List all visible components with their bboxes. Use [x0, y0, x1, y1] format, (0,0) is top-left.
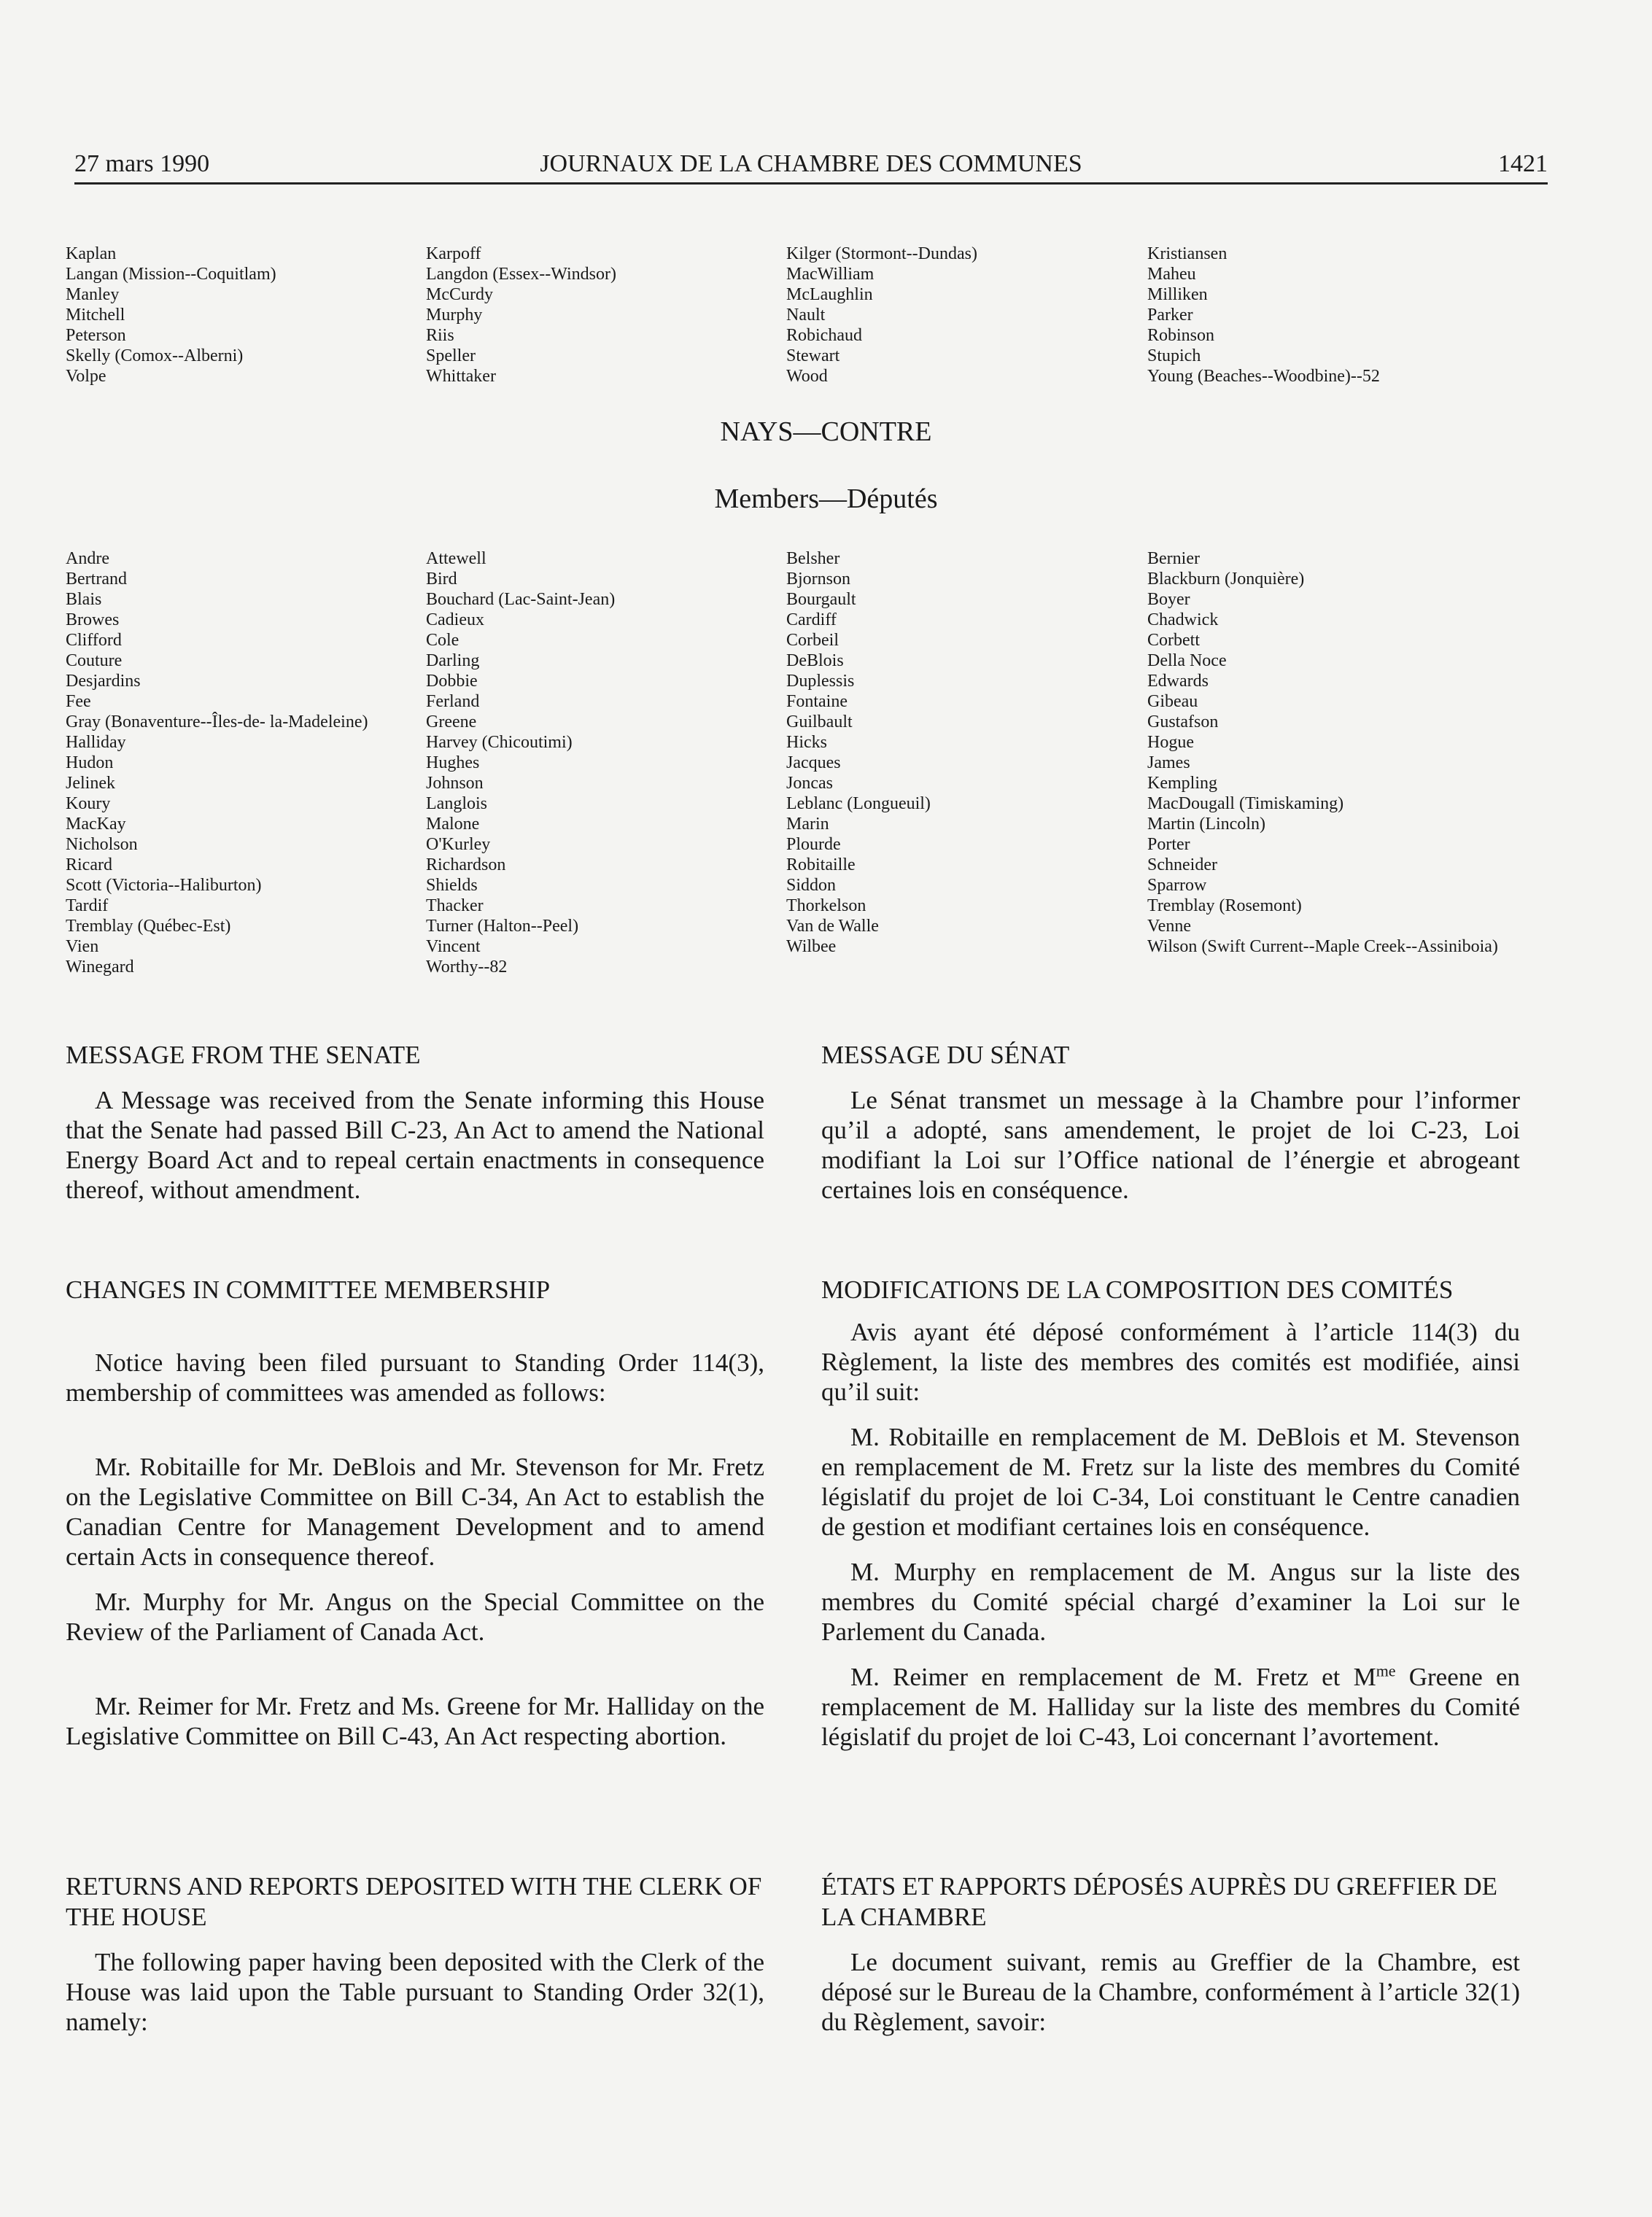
- member-name: Vincent: [426, 937, 481, 956]
- returns-text: The following paper having been deposited with the Clerk of the House was laid upon the Table pursuant to Standing Order 32(1), namely:: [66, 1948, 764, 2036]
- member-name: Gustafson: [1147, 713, 1219, 731]
- member-name: Halliday: [66, 733, 126, 752]
- member-name: Van de Walle: [786, 917, 879, 936]
- member-name: Dobbie: [426, 672, 478, 691]
- member-name: Schneider: [1147, 855, 1217, 874]
- member-name: Edwards: [1147, 672, 1209, 691]
- member-name: Koury: [66, 794, 111, 813]
- page-number: 1421: [1498, 150, 1548, 177]
- committee-change-3-fr-superscript: me: [1376, 1661, 1396, 1680]
- member-name: Fontaine: [786, 692, 848, 711]
- member-name: McCurdy: [426, 285, 493, 304]
- member-name: Cole: [426, 631, 459, 650]
- member-name: Gibeau: [1147, 692, 1198, 711]
- member-name: Stewart: [786, 346, 840, 365]
- member-name: Nault: [786, 306, 826, 325]
- returns-heading: RETURNS AND REPORTS DEPOSITED WITH THE CLERK OF THE HOUSE: [66, 1872, 762, 1931]
- header-title: JOURNAUX DE LA CHAMBRE DES COMMUNES: [540, 150, 1082, 177]
- member-name: Richardson: [426, 855, 506, 874]
- member-name: Kristiansen: [1147, 244, 1228, 263]
- english-committee-section: [66, 1275, 764, 1751]
- nays-column-4: [1147, 548, 1505, 957]
- member-name: Maheu: [1147, 265, 1196, 284]
- member-name: Langdon (Essex--Windsor): [426, 265, 616, 284]
- french-returns-section: [821, 1871, 1520, 2037]
- member-name: Wood: [786, 367, 828, 386]
- member-name: Young (Beaches--Woodbine)--52: [1147, 367, 1380, 386]
- member-name: Hudon: [66, 753, 114, 772]
- member-name: Ferland: [426, 692, 480, 711]
- member-name: Mitchell: [66, 306, 125, 325]
- member-name: Martin (Lincoln): [1147, 815, 1265, 834]
- member-name: Bernier: [1147, 549, 1200, 568]
- nays-heading: NAYS—CONTRE: [720, 416, 932, 447]
- member-name: Manley: [66, 285, 120, 304]
- member-name: Kempling: [1147, 774, 1217, 793]
- member-name: Harvey (Chicoutimi): [426, 733, 573, 752]
- member-name: Winegard: [66, 958, 134, 977]
- member-name: Desjardins: [66, 672, 141, 691]
- member-name: Tremblay (Québec-Est): [66, 917, 231, 936]
- member-name: Browes: [66, 610, 120, 629]
- member-name: Guilbault: [786, 713, 853, 731]
- member-name: Murphy: [426, 306, 483, 325]
- member-name: Hicks: [786, 733, 827, 752]
- committee-change-1-fr: M. Robitaille en remplacement de M. DeBlois et M. Stevenson en remplacement de M. Fretz sur la liste des membres du Comité législatif du projet de loi C-34, Loi constituant le Centre canadien de gestion et modifiant certaines lois en conséquence.: [821, 1423, 1520, 1541]
- member-name: Marin: [786, 815, 829, 834]
- member-name: Bjornson: [786, 570, 851, 589]
- member-name: Riis: [426, 326, 454, 345]
- member-name: MacDougall (Timiskaming): [1147, 794, 1344, 813]
- member-name: Whittaker: [426, 367, 496, 386]
- member-name: Darling: [426, 651, 480, 670]
- returns-heading-fr: ÉTATS ET RAPPORTS DÉPOSÉS AUPRÈS DU GREFFIER DE LA CHAMBRE: [821, 1872, 1497, 1931]
- member-name: Gray (Bonaventure--Îles-de- la-Madeleine): [66, 713, 368, 731]
- senate-message-text-fr: Le Sénat transmet un message à la Chambre pour l’informer qu’il a adopté, sans amendement, le projet de loi C-23, Loi modifiant la Loi sur l’Office national de l’énergie et abrogeant certaines lois en conséquence.: [821, 1086, 1520, 1204]
- returns-text-fr: Le document suivant, remis au Greffier de la Chambre, est déposé sur le Bureau de la Chambre, conformément à l’article 32(1) du Règlement, savoir:: [821, 1948, 1520, 2036]
- member-name: Jelinek: [66, 774, 115, 793]
- yeas-column-4: [1147, 244, 1505, 387]
- member-name: Johnson: [426, 774, 484, 793]
- committee-change-3-fr-part-a: M. Reimer en remplacement de M. Fretz et M: [850, 1663, 1376, 1691]
- member-name: Duplessis: [786, 672, 855, 691]
- member-name: DeBlois: [786, 651, 844, 670]
- member-name: Kaplan: [66, 244, 117, 263]
- member-name: Langlois: [426, 794, 487, 813]
- member-name: Stupich: [1147, 346, 1201, 365]
- member-name: Volpe: [66, 367, 106, 386]
- yeas-column-1: [66, 244, 423, 387]
- member-name: Vien: [66, 937, 99, 956]
- member-name: Ricard: [66, 855, 112, 874]
- member-name: O'Kurley: [426, 835, 491, 854]
- members-heading: Members—Députés: [714, 484, 938, 514]
- page-header: [74, 144, 1548, 185]
- committee-change-1: Mr. Robitaille for Mr. DeBlois and Mr. Stevenson for Mr. Fretz on the Legislative Committee on Bill C-34, An Act to establish the Canadian Centre for Management Development and to amend certain Acts in consequence thereof.: [66, 1453, 764, 1571]
- member-name: Bouchard (Lac-Saint-Jean): [426, 590, 616, 609]
- committee-intro-fr: Avis ayant été déposé conformément à l’article 114(3) du Règlement, la liste des membres des comités est modifiée, ainsi qu’il suit:: [821, 1318, 1520, 1406]
- member-name: McLaughlin: [786, 285, 873, 304]
- committee-heading-fr: MODIFICATIONS DE LA COMPOSITION DES COMITÉS: [821, 1276, 1454, 1304]
- senate-message-heading: MESSAGE FROM THE SENATE: [66, 1041, 421, 1069]
- member-name: Robitaille: [786, 855, 856, 874]
- member-name: Cadieux: [426, 610, 484, 629]
- member-name: Bourgault: [786, 590, 856, 609]
- member-name: Joncas: [786, 774, 833, 793]
- committee-change-2: Mr. Murphy for Mr. Angus on the Special Committee on the Review of the Parliament of Canada Act.: [66, 1588, 764, 1646]
- member-name: Peterson: [66, 326, 126, 345]
- member-name: MacKay: [66, 815, 126, 834]
- member-name: Skelly (Comox--Alberni): [66, 346, 244, 365]
- nays-name-list: [66, 548, 1546, 986]
- member-name: Robinson: [1147, 326, 1215, 345]
- member-name: Kilger (Stormont--Dundas): [786, 244, 977, 263]
- member-name: Corbeil: [786, 631, 839, 650]
- senate-message-heading-fr: MESSAGE DU SÉNAT: [821, 1041, 1070, 1069]
- member-name: Boyer: [1147, 590, 1190, 609]
- member-name: Corbett: [1147, 631, 1200, 650]
- header-date: 27 mars 1990: [74, 150, 210, 177]
- member-name: Plourde: [786, 835, 841, 854]
- member-name: Wilson (Swift Current--Maple Creek--Assiniboia): [1147, 937, 1498, 956]
- member-name: Blais: [66, 590, 102, 609]
- member-name: Speller: [426, 346, 476, 365]
- member-name: Jacques: [786, 753, 841, 772]
- nays-column-2: [426, 548, 783, 977]
- member-name: Clifford: [66, 631, 122, 650]
- member-name: Karpoff: [426, 244, 481, 263]
- member-name: Tardif: [66, 896, 109, 915]
- committee-change-3-fr: [821, 1662, 1520, 1752]
- member-name: Bird: [426, 570, 457, 589]
- yeas-column-2: [426, 244, 783, 387]
- member-name: Andre: [66, 549, 109, 568]
- member-name: Nicholson: [66, 835, 138, 854]
- yeas-name-list: [66, 244, 1546, 389]
- member-name: Couture: [66, 651, 123, 670]
- nays-column-1: [66, 548, 423, 977]
- member-name: Hogue: [1147, 733, 1194, 752]
- member-name: Porter: [1147, 835, 1190, 854]
- member-name: Belsher: [786, 549, 840, 568]
- yeas-column-3: [786, 244, 1144, 387]
- member-name: Hughes: [426, 753, 480, 772]
- member-name: Milliken: [1147, 285, 1208, 304]
- english-column: [66, 1040, 764, 1205]
- member-name: Leblanc (Longueuil): [786, 794, 931, 813]
- member-name: Siddon: [786, 876, 837, 895]
- french-column: [821, 1040, 1520, 1205]
- member-name: Della Noce: [1147, 651, 1227, 670]
- member-name: Attewell: [426, 549, 486, 568]
- member-name: Shields: [426, 876, 478, 895]
- committee-change-3-fr-part-b: Greene en remplacement de M. Halliday sur la liste des membres du Comité législatif du projet de loi C-43, Loi concernant l’avortement.: [821, 1663, 1520, 1751]
- member-name: Scott (Victoria--Haliburton): [66, 876, 262, 895]
- nays-column-3: [786, 548, 1144, 957]
- committee-heading: CHANGES IN COMMITTEE MEMBERSHIP: [66, 1276, 551, 1304]
- committee-change-3: Mr. Reimer for Mr. Fretz and Ms. Greene for Mr. Halliday on the Legislative Committee on Bill C-43, An Act respecting abortion.: [66, 1692, 764, 1750]
- member-name: Malone: [426, 815, 480, 834]
- french-committee-section: [821, 1275, 1520, 1752]
- english-returns-section: [66, 1871, 764, 2037]
- member-name: Cardiff: [786, 610, 837, 629]
- member-name: Venne: [1147, 917, 1191, 936]
- committee-change-2-fr: M. Murphy en remplacement de M. Angus sur la liste des membres du Comité spécial chargé d’examiner la Loi sur le Parlement du Canada.: [821, 1558, 1520, 1646]
- member-name: Parker: [1147, 306, 1193, 325]
- member-name: Bertrand: [66, 570, 127, 589]
- member-name: Fee: [66, 692, 91, 711]
- member-name: Chadwick: [1147, 610, 1219, 629]
- senate-message-text: A Message was received from the Senate informing this House that the Senate had passed Bill C-23, An Act to amend the National Energy Board Act and to repeal certain enactments in consequence thereof, without amendment.: [66, 1086, 764, 1204]
- member-name: Wilbee: [786, 937, 837, 956]
- member-name: Turner (Halton--Peel): [426, 917, 579, 936]
- member-name: Thacker: [426, 896, 484, 915]
- member-name: Sparrow: [1147, 876, 1207, 895]
- member-name: Blackburn (Jonquière): [1147, 570, 1305, 589]
- member-name: Langan (Mission--Coquitlam): [66, 265, 276, 284]
- member-name: Robichaud: [786, 326, 862, 345]
- member-name: James: [1147, 753, 1190, 772]
- member-name: MacWilliam: [786, 265, 875, 284]
- member-name: Greene: [426, 713, 477, 731]
- committee-intro: Notice having been filed pursuant to Standing Order 114(3), membership of committees was amended as follows:: [66, 1348, 764, 1407]
- member-name: Thorkelson: [786, 896, 866, 915]
- member-name: Tremblay (Rosemont): [1147, 896, 1302, 915]
- member-name: Worthy--82: [426, 958, 508, 977]
